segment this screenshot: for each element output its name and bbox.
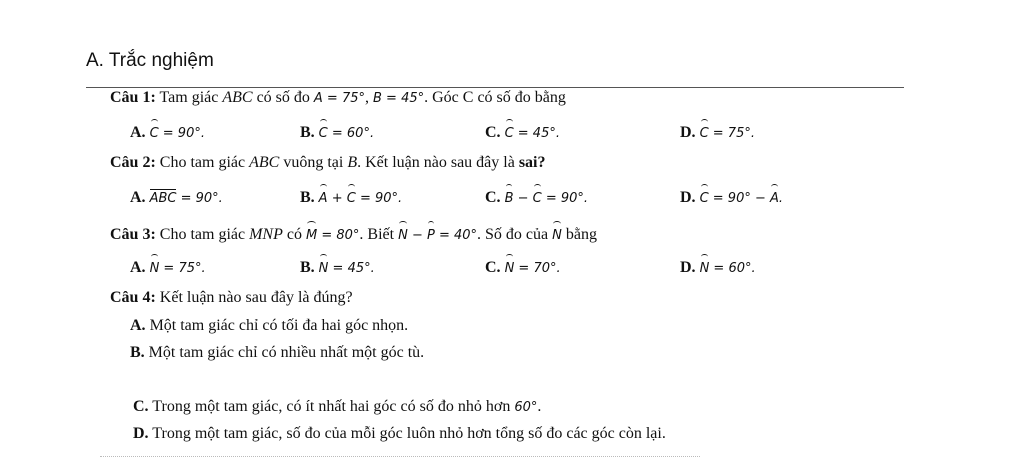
question-label: Câu 3: [110,226,156,243]
option-text: Một tam giác chỉ có tối đa hai góc nhọn. [145,317,409,334]
triangle-name: ABC [222,89,253,106]
question-label: Câu 1: [110,89,156,106]
option-text: Trong một tam giác, số đo của mỗi góc luôn nhỏ hơn tổng số đo các góc còn lại. [148,425,666,442]
option-value: = 75°. [708,126,755,141]
option-key: D. [133,425,149,442]
option-key: C. [485,259,501,276]
question-3 [110,225,597,246]
question-text: có số đo [252,89,314,106]
option-text: . [537,398,542,415]
angle-symbol: M [306,226,317,246]
option-key: A. [130,189,146,206]
option-value: = 90°. [176,191,223,206]
q1-option-b [300,123,374,144]
angle-symbol: N [552,226,562,246]
q3-option-d [680,258,756,279]
question-text: Tam giác [159,89,223,106]
option-key: A. [130,317,146,334]
question-text: Kết luận nào sau đây là đúng? [155,289,353,306]
question-text: bằng [561,226,597,243]
question-2 [110,153,546,173]
angle-symbol: C [150,124,159,144]
option-value: = 90° − [708,191,770,206]
angle-symbol: A [770,189,779,209]
option-key: A. [130,124,146,141]
angle-a-equation: A = 75° [313,91,365,106]
option-math: 60° [514,400,538,415]
q1-option-a [130,123,205,144]
option-key: C. [485,124,501,141]
option-value: = 70°. [514,261,561,276]
angle-symbol: N [700,259,710,279]
option-key: D. [680,124,696,141]
question-text: Cho tam giác [155,226,250,243]
question-text: . Số đo của [477,226,553,243]
option-value: = 45°. [328,261,375,276]
option-value: = 60°. [709,261,756,276]
q1-option-d [680,123,755,144]
angle-symbol: ABC [149,191,177,206]
angle-symbol: C [319,124,328,144]
option-value: = 90°. [355,191,403,206]
option-key: C. [133,398,149,415]
angle-b-equation: B = 45° [373,91,425,106]
option-text: Trong một tam giác, có ít nhất hai góc có số đo nhỏ hơn [148,398,515,415]
q4-option-c [133,397,541,418]
section-title: A. Trắc nghiệm [86,50,214,71]
question-1 [110,88,566,109]
angle-symbol: N [150,259,160,279]
option-value: = 75°. [159,261,206,276]
q2-option-c [485,188,588,209]
question-4 [110,288,353,308]
angle-symbol: C [700,124,709,144]
option-value: = 90°. [158,126,205,141]
angle-symbol: C [347,189,356,209]
question-text: . Kết luận nào sau đây là [357,154,519,171]
q4-option-a [130,316,408,336]
triangle-name: MNP [249,226,283,243]
option-value: = 45°. [513,126,560,141]
q3-option-b [300,258,375,279]
option-key: A. [130,259,146,276]
question-text: . Góc C có số đo bằng [424,89,566,106]
angle-symbol: N [398,226,408,246]
angle-symbol: N [319,259,329,279]
q2-option-a [130,188,223,209]
question-text: vuông tại [279,154,348,171]
question-text: , [365,89,373,106]
option-value: = 90°. [541,191,589,206]
q4-option-d [133,424,666,444]
angle-symbol: C [505,124,514,144]
operator: − [407,228,427,243]
angle-symbol: B [505,189,514,209]
q2-option-b [300,188,402,209]
question-text: có [282,226,306,243]
equation-value: = 40° [434,228,478,243]
angle-symbol: N [505,259,515,279]
emphasis-word: sai? [518,154,546,171]
option-key: D. [680,259,696,276]
angle-symbol: P [427,226,435,246]
angle-symbol: C [700,189,709,209]
question-label: Câu 4: [110,289,156,306]
q2-option-d [680,188,783,209]
question-text: . Biết [359,226,399,243]
option-key: B. [300,259,315,276]
operator: − [513,191,533,206]
angle-symbol: A [319,189,328,209]
q4-option-b [130,343,424,363]
option-value: = 60°. [327,126,375,141]
option-value: . [778,191,784,206]
option-key: D. [680,189,696,206]
option-key: C. [485,189,501,206]
equation-value: = 80° [317,228,360,243]
option-key: B. [130,344,145,361]
vertex-name: B [347,154,358,171]
q3-option-a [130,258,206,279]
operator: + [327,191,347,206]
q3-option-c [485,258,561,279]
question-text: Cho tam giác [155,154,250,171]
angle-symbol: C [533,189,542,209]
option-text: Một tam giác chỉ có nhiều nhất một góc tù. [144,344,425,361]
triangle-name: ABC [249,154,280,171]
option-key: B. [300,189,315,206]
q1-option-c [485,123,560,144]
question-label: Câu 2: [110,154,156,171]
option-key: B. [300,124,315,141]
